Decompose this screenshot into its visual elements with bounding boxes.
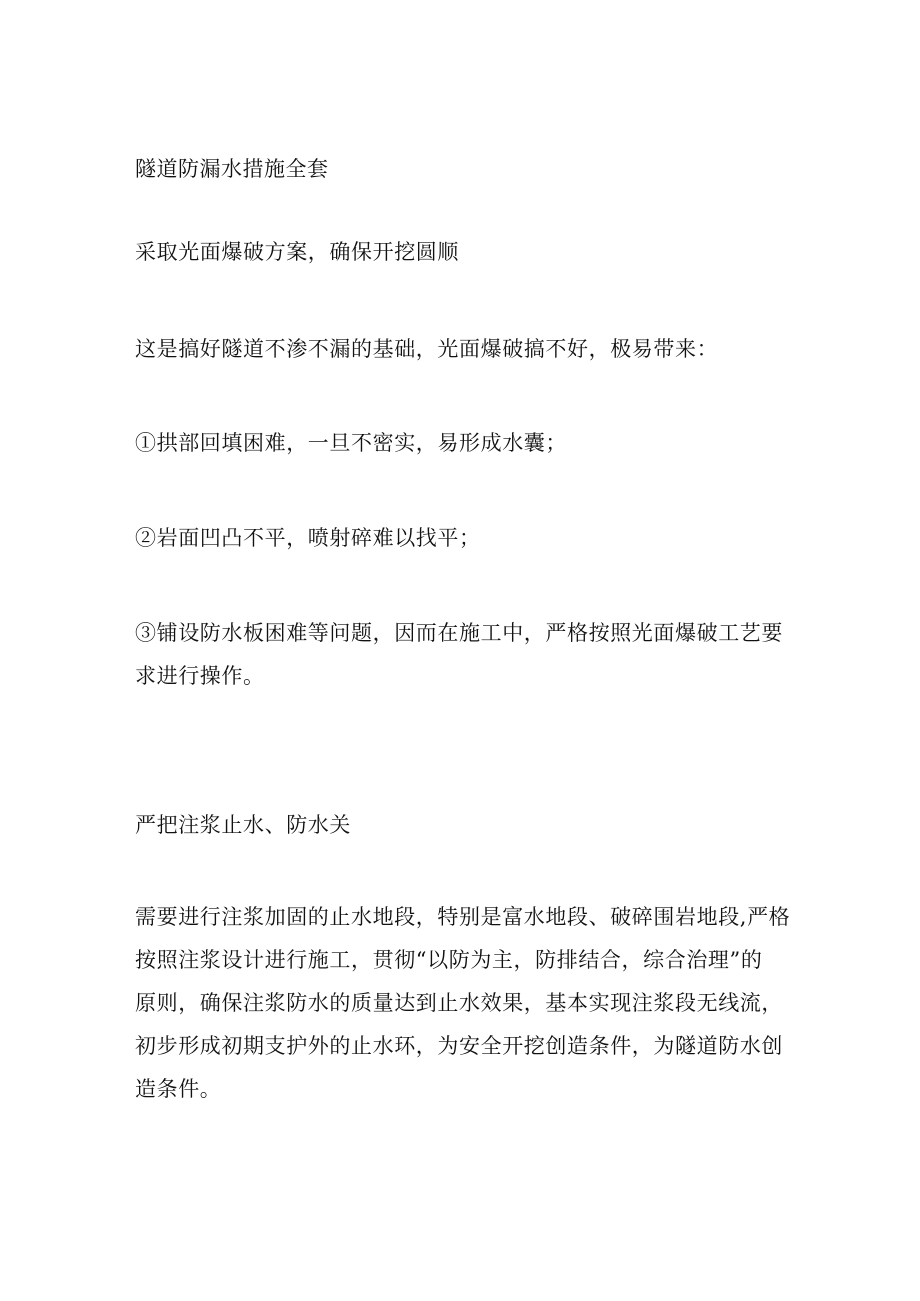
document-title: 隧道防漏水措施全套 bbox=[135, 157, 329, 181]
section2-body-line-5: 造条件。 bbox=[135, 1077, 222, 1101]
section2-body-line-4: 初步形成初期支护外的止水环，为安全开挖创造条件，为隧道防水创 bbox=[135, 1034, 783, 1058]
section2-body-line-2: 按照注浆设计进行施工，贯彻“以防为主，防排结合，综合治理”的 bbox=[135, 948, 763, 972]
section2-body-line-3: 原则，确保注浆防水的质量达到止水效果，基本实现注浆段无线流， bbox=[135, 991, 783, 1015]
list-item-1: ①拱部回填困难，一旦不密实，易形成水囊； bbox=[135, 431, 567, 455]
list-item-3-line-2: 求进行操作。 bbox=[135, 664, 265, 688]
section1-heading: 采取光面爆破方案，确保开挖圆顺 bbox=[135, 240, 459, 264]
section2-heading: 严把注浆止水、防水关 bbox=[135, 813, 351, 837]
list-item-2: ②岩面凹凸不平，喷射碎难以找平； bbox=[135, 526, 481, 550]
section1-intro: 这是搞好隧道不渗不漏的基础，光面爆破搞不好，极易带来： bbox=[135, 337, 719, 361]
section2-body-line-1: 需要进行注浆加固的止水地段，特别是富水地段、破碎围岩地段,严格 bbox=[135, 905, 791, 929]
list-item-3 bbox=[135, 612, 795, 698]
section2-body bbox=[135, 896, 795, 1111]
list-item-3-line-1: ③铺设防水板困难等问题，因而在施工中，严格按照光面爆破工艺要 bbox=[135, 621, 783, 645]
